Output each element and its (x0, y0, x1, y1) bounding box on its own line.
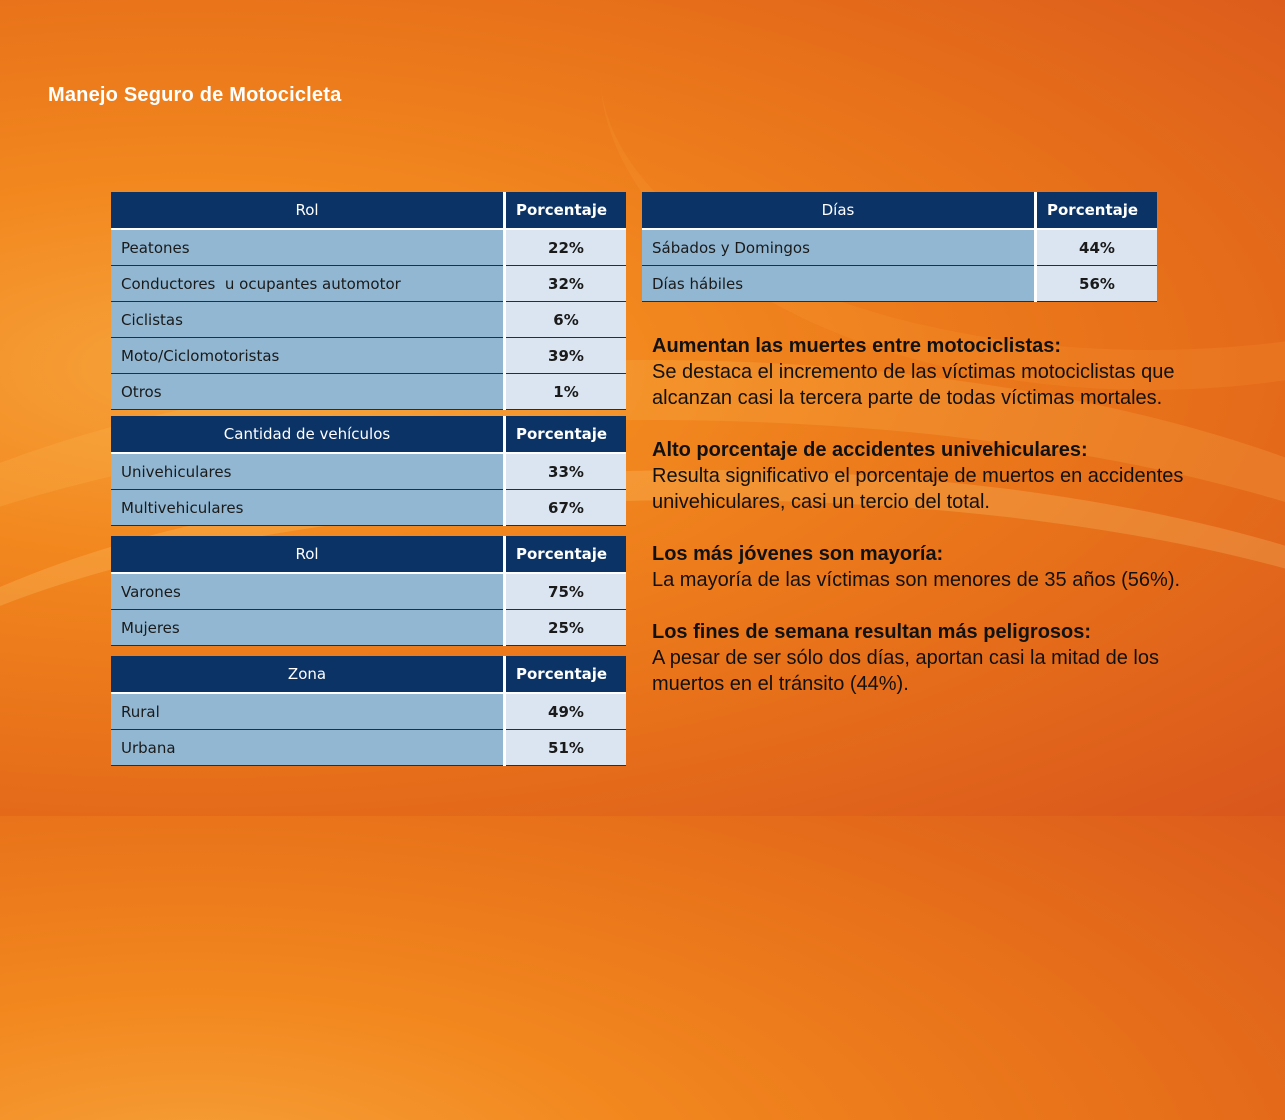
table-row (111, 573, 626, 610)
table-row (111, 302, 626, 338)
table-cell: Otros (111, 374, 505, 410)
table-header-row (111, 416, 626, 453)
table-row (111, 229, 626, 266)
paragraph-body: La mayoría de las víctimas son menores de 35 años (56%). (652, 569, 1181, 591)
column-header: Porcentaje (1036, 192, 1158, 229)
paragraph-heading: Aumentan las muertes entre motociclistas: (652, 335, 1062, 357)
table-row (111, 610, 626, 646)
table-row (111, 266, 626, 302)
table-row (642, 229, 1157, 266)
table-cell: 56% (1036, 266, 1158, 302)
column-header: Porcentaje (505, 536, 627, 573)
paragraph-heading: Los fines de semana resultan más peligrosos: (652, 621, 1092, 643)
table-cell: Rural (111, 693, 505, 730)
table-cell: Ciclistas (111, 302, 505, 338)
page-title: Manejo Seguro de Motocicleta (48, 84, 342, 106)
table-row (642, 266, 1157, 302)
summary-text (652, 333, 1192, 723)
table-cell: Multivehiculares (111, 490, 505, 526)
table-genero (111, 536, 626, 646)
paragraph-body: Se destaca el incremento de las víctimas motociclistas que alcanzan casi la tercera parte de todas víctimas mortales. (652, 361, 1175, 409)
table-cell: 75% (505, 573, 627, 610)
table-zona (111, 656, 626, 766)
paragraph (652, 437, 1192, 515)
table-cell: Sábados y Domingos (642, 229, 1036, 266)
table-rol (111, 192, 626, 410)
table-cell: Conductores u ocupantes automotor (111, 266, 505, 302)
table-cell: Peatones (111, 229, 505, 266)
column-header: Zona (111, 656, 505, 693)
paragraph-heading: Alto porcentaje de accidentes univehiculares: (652, 439, 1088, 461)
table-cell: 67% (505, 490, 627, 526)
paragraph (652, 619, 1192, 697)
table-cell: Varones (111, 573, 505, 610)
table-row (111, 453, 626, 490)
table-dias (642, 192, 1157, 302)
paragraph-body: A pesar de ser sólo dos días, aportan casi la mitad de los muertos en el tránsito (44%). (652, 647, 1159, 695)
table-cell: 51% (505, 730, 627, 766)
paragraph-heading: Los más jóvenes son mayoría: (652, 543, 944, 565)
table-cell: 25% (505, 610, 627, 646)
table-row (111, 490, 626, 526)
table-cell: Univehiculares (111, 453, 505, 490)
table-cell: 6% (505, 302, 627, 338)
table-cell: 33% (505, 453, 627, 490)
table-header-row (111, 192, 626, 229)
table-row (111, 374, 626, 410)
table-row (111, 693, 626, 730)
table-cell: Moto/Ciclomotoristas (111, 338, 505, 374)
paragraph (652, 541, 1192, 593)
column-header: Porcentaje (505, 656, 627, 693)
table-row (111, 338, 626, 374)
column-header: Días (642, 192, 1036, 229)
table-cell: 32% (505, 266, 627, 302)
column-header: Cantidad de vehículos (111, 416, 505, 453)
table-cell: Urbana (111, 730, 505, 766)
table-cell: 1% (505, 374, 627, 410)
paragraph (652, 333, 1192, 411)
table-cell: Días hábiles (642, 266, 1036, 302)
column-header: Porcentaje (505, 192, 627, 229)
column-header: Porcentaje (505, 416, 627, 453)
table-cell: 49% (505, 693, 627, 730)
table-header-row (111, 536, 626, 573)
table-header-row (642, 192, 1157, 229)
paragraph-body: Resulta significativo el porcentaje de muertos en accidentes univehiculares, casi un tercio del total. (652, 465, 1184, 513)
table-header-row (111, 656, 626, 693)
column-header: Rol (111, 192, 505, 229)
table-cell: Mujeres (111, 610, 505, 646)
column-header: Rol (111, 536, 505, 573)
table-row (111, 730, 626, 766)
table-cantidad-vehiculos (111, 416, 626, 526)
table-cell: 44% (1036, 229, 1158, 266)
table-cell: 22% (505, 229, 627, 266)
table-cell: 39% (505, 338, 627, 374)
